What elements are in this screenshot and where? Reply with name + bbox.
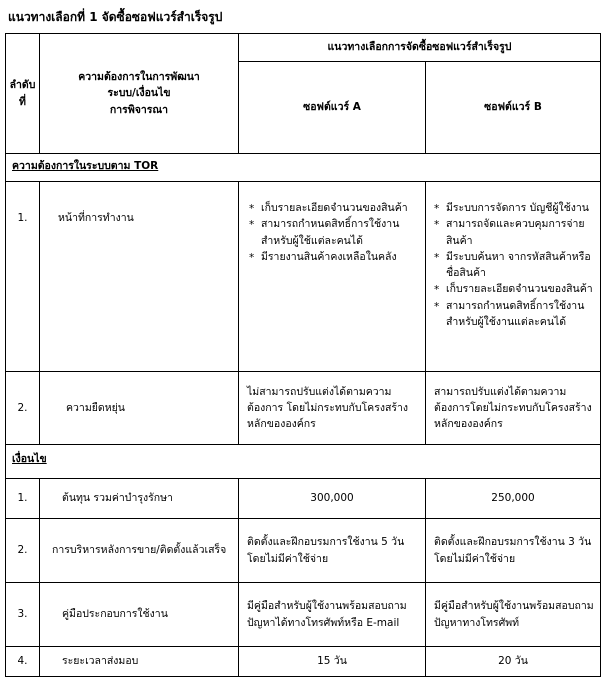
list-item: * มีรายงานสินค้าคงเหลือในคลัง <box>249 249 421 265</box>
header-software-a: ซอฟต์แวร์ A <box>239 62 426 154</box>
row-number: 4. <box>6 647 40 677</box>
software-b-cost: 250,000 <box>426 479 601 519</box>
list-item: * สามารถกำหนดสิทธิ์การใช้งานสำหรับผู้ใช้งานแต่ละคนได้ <box>434 298 596 331</box>
row-label: ต้นทุน รวมค่าบำรุงรักษา <box>40 479 239 519</box>
table-row <box>6 519 601 583</box>
software-a-cost: 300,000 <box>239 479 426 519</box>
software-a-delivery: 15 วัน <box>239 647 426 677</box>
row-label: การบริหารหลังการขาย/ติดตั้งแล้วเสร็จ <box>40 519 239 583</box>
comparison-table <box>5 33 601 677</box>
software-b-flexibility: สามารถปรับแต่งได้ตามความ ต้องการโดยไม่กระทบกับโครงสร้าง หลักขององค์กร <box>426 372 601 445</box>
header-requirement: ความต้องการในการพัฒนา ระบบ/เงื่อนไข การพิจารณา <box>40 34 239 154</box>
row-number: 1. <box>6 182 40 372</box>
table-row <box>6 372 601 445</box>
header-no: ลำดับ ที่ <box>6 34 40 154</box>
row-number: 1. <box>6 479 40 519</box>
software-b-delivery: 20 วัน <box>426 647 601 677</box>
row-number: 3. <box>6 583 40 647</box>
list-item: * มีระบบการจัดการ บัญชีผู้ใช้งาน <box>434 200 596 216</box>
document-title: แนวทางเลือกที่ 1 จัดซื้อซอฟแวร์สำเร็จรูป <box>8 10 223 24</box>
list-item: * สามารถกำหนดสิทธิ์การใช้งานสำหรับผู้ใช้แต่ละคนได้ <box>249 216 421 249</box>
section-row-conditions <box>6 445 601 479</box>
list-item: * มีระบบค้นหา จากรหัสสินค้าหรือชื่อสินค้า <box>434 249 596 282</box>
list-item: * เก็บรายละเอียดจำนวนของสินค้า <box>434 281 596 297</box>
row-number: 2. <box>6 372 40 445</box>
software-a-after-sales: ติดตั้งและฝึกอบรมการใช้งาน 5 วัน โดยไม่มีค่าใช้จ่าย <box>239 519 426 583</box>
header-alternatives-group: แนวทางเลือกการจัดซื้อซอฟแวร์สำเร็จรูป <box>239 34 601 62</box>
table-row <box>6 182 601 372</box>
list-item: * สามารถจัดและควบคุมการจ่ายสินค้า <box>434 216 596 249</box>
software-a-functions <box>239 182 426 372</box>
section-row-tor <box>6 154 601 182</box>
software-b-manual: มีคู่มือสำหรับผู้ใช้งานพร้อมสอบถาม ปัญหาทางโทรศัพท์ <box>426 583 601 647</box>
software-b-after-sales: ติดตั้งและฝึกอบรมการใช้งาน 3 วัน โดยไม่มีค่าใช้จ่าย <box>426 519 601 583</box>
header-software-b: ซอฟต์แวร์ B <box>426 62 601 154</box>
row-number: 2. <box>6 519 40 583</box>
table-row <box>6 583 601 647</box>
row-label: ความยืดหยุ่น <box>40 372 239 445</box>
list-item: * เก็บรายละเอียดจำนวนของสินค้า <box>249 200 421 216</box>
software-a-manual: มีคู่มือสำหรับผู้ใช้งานพร้อมสอบถาม ปัญหาได้ทางโทรศัพท์หรือ E-mail <box>239 583 426 647</box>
software-a-flexibility: ไม่สามารถปรับแต่งได้ตามความ ต้องการ โดยไม่กระทบกับโครงสร้าง หลักขององค์กร <box>239 372 426 445</box>
row-label: ระยะเวลาส่งมอบ <box>40 647 239 677</box>
section-heading-tor: ความต้องการในระบบตาม TOR <box>6 154 601 182</box>
software-b-functions <box>426 182 601 372</box>
header-row-top <box>6 34 601 62</box>
section-heading-conditions: เงื่อนไข <box>6 445 601 479</box>
table-row <box>6 647 601 677</box>
row-label: คู่มือประกอบการใช้งาน <box>40 583 239 647</box>
table-row <box>6 479 601 519</box>
row-label: หน้าที่การทำงาน <box>40 182 239 372</box>
